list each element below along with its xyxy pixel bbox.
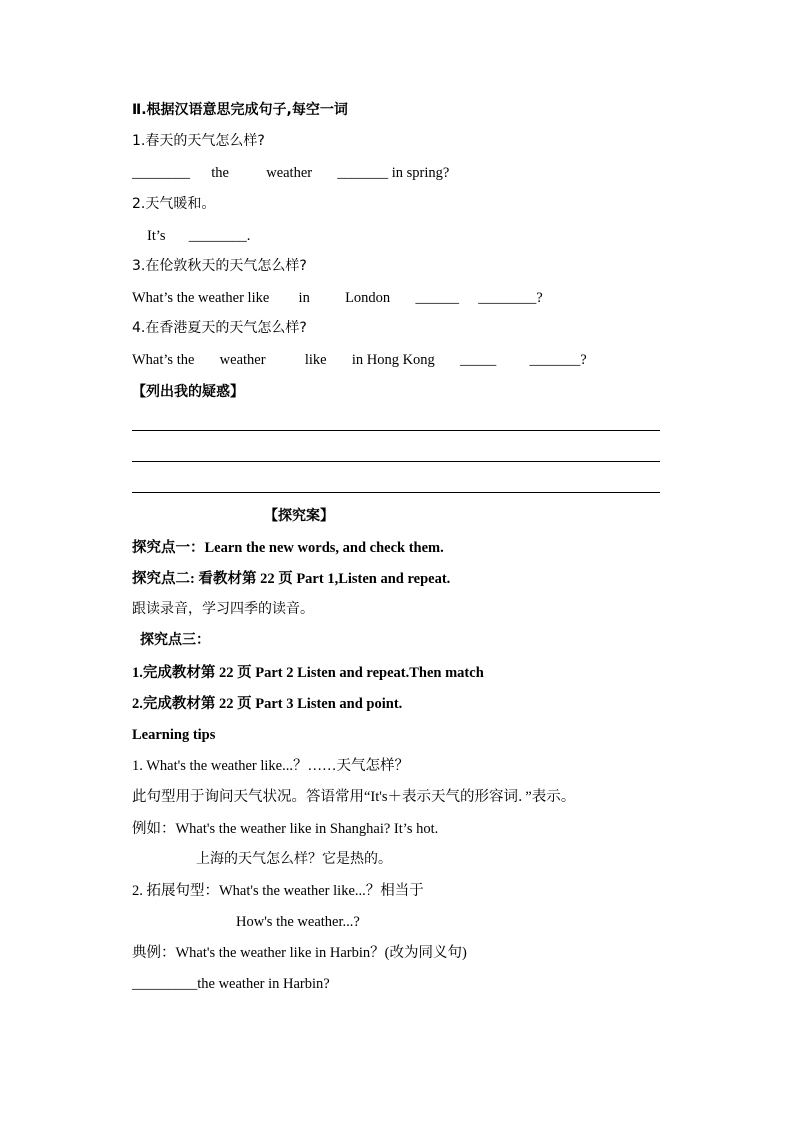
word: like <box>304 352 327 368</box>
word: in <box>298 290 310 306</box>
answer-blank[interactable]: ________. <box>188 228 251 244</box>
doubts-line-1[interactable] <box>132 430 660 431</box>
word: in Hong Kong <box>351 352 435 368</box>
question-4-english <box>132 350 587 370</box>
doubts-heading: 【列出我的疑惑】 <box>132 384 244 400</box>
tip-1-note: 此句型用于询问天气状况。答语常用“It's＋表示天气的形容词．”表示。 <box>132 789 576 805</box>
doubts-line-3[interactable] <box>132 492 660 493</box>
word: weather <box>266 165 313 181</box>
tip-1-example-translation: 上海的天气怎么样？它是热的。 <box>196 851 392 867</box>
explore-point-2-note: 跟读录音，学习四季的读音。 <box>132 601 314 617</box>
answer-blank[interactable]: _______? <box>529 352 587 368</box>
tip-2-equivalent: How's the weather...? <box>236 914 360 930</box>
tip-2: 2. 拓展句型：What's the weather like...？相当于 <box>132 883 424 899</box>
question-3-chinese: 3.在伦敦秋天的天气怎么样? <box>132 258 307 274</box>
answer-blank[interactable]: ________? <box>478 290 543 306</box>
tip-2-answer-line[interactable]: _________the weather in Harbin? <box>132 976 330 992</box>
learning-tips-heading: Learning tips <box>132 727 216 743</box>
explore-point-2: 探究点二: 看教材第 22 页 Part 1,Listen and repeat. <box>132 571 451 587</box>
word: London <box>345 290 391 306</box>
explore-point-3: 探究点三： <box>140 632 210 648</box>
doubts-line-2[interactable] <box>132 461 660 462</box>
section-heading: Ⅱ.根据汉语意思完成句子,每空一词 <box>132 102 348 118</box>
explore-point-1: 探究点一：Learn the new words, and check them. <box>132 540 444 556</box>
word: the <box>211 165 229 181</box>
word: What’s the weather like <box>132 290 270 306</box>
answer-blank[interactable]: _____ <box>460 352 497 368</box>
question-1-chinese: 1.春天的天气怎么样? <box>132 133 265 149</box>
word: It’s <box>147 228 166 244</box>
question-2-english <box>147 226 250 246</box>
tip-1-example: 例如：What's the weather like in Shanghai? It’s hot. <box>132 821 439 837</box>
word: weather <box>219 352 266 368</box>
question-2-chinese: 2.天气暖和。 <box>132 196 216 212</box>
explore-point-3-item-2: 2.完成教材第 22 页 Part 3 Listen and point. <box>132 696 403 712</box>
tip-2-example: 典例：What's the weather like in Harbin？(改为同义句) <box>132 945 467 961</box>
answer-blank[interactable]: ______ <box>415 290 459 306</box>
explore-heading: 【探究案】 <box>264 508 334 524</box>
question-3-english <box>132 288 543 308</box>
question-4-chinese: 4.在香港夏天的天气怎么样? <box>132 320 307 336</box>
answer-blank[interactable]: _______ in spring? <box>337 165 450 181</box>
word: What’s the <box>132 352 195 368</box>
tip-1: 1. What's the weather like...？……天气怎样？ <box>132 758 409 774</box>
answer-blank[interactable]: ________ <box>132 165 190 181</box>
question-1-english <box>132 163 449 183</box>
explore-point-3-item-1: 1.完成教材第 22 页 Part 2 Listen and repeat.Then match <box>132 665 484 681</box>
